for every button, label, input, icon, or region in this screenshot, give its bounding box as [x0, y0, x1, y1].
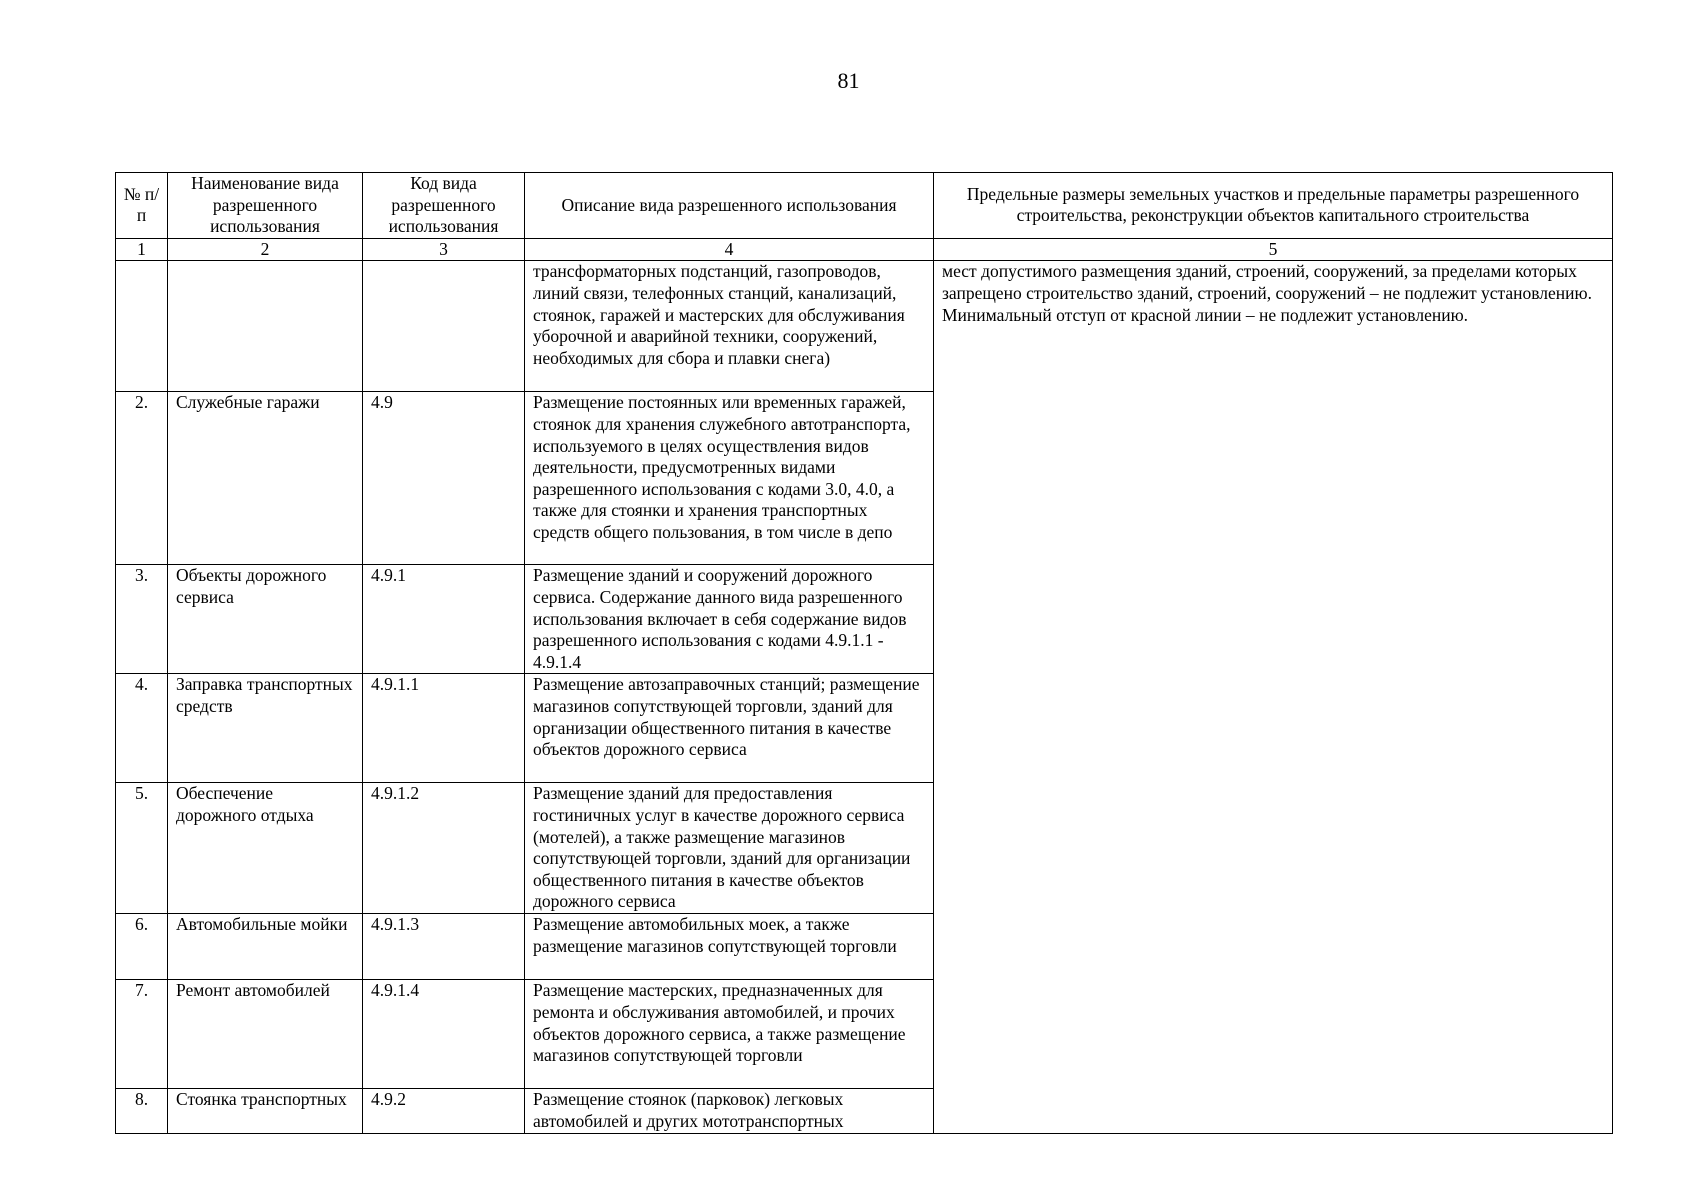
use-name — [168, 261, 363, 392]
use-code: 4.9.2 — [363, 1089, 525, 1133]
use-name: Автомобильные мойки — [168, 914, 363, 980]
row-number: 8. — [116, 1089, 168, 1133]
use-description: Размещение автомобильных моек, а также размещение магазинов сопутствующей торговли — [525, 914, 934, 980]
header-code: Код вида разрешенного использования — [363, 173, 525, 239]
table-header-row — [116, 173, 1613, 239]
row-number: 2. — [116, 392, 168, 565]
row-number: 4. — [116, 674, 168, 783]
use-description: Размещение постоянных или временных гаражей, стоянок для хранения служебного автотранспорта, используемого в целях осуществления видов деятельности, предусмотренных видами разрешенного использования с кодами 3.0, 4.0, а также для стоянки и хранения транспортных средств общего пользования, в том числе в депо — [525, 392, 934, 565]
use-name: Стоянка транспортных — [168, 1089, 363, 1133]
use-description: Размещение мастерских, предназначенных для ремонта и обслуживания автомобилей, и прочих объектов дорожного сервиса, а также размещение магазинов сопутствующей торговли — [525, 980, 934, 1089]
use-code: 4.9.1.3 — [363, 914, 525, 980]
use-name: Ремонт автомобилей — [168, 980, 363, 1089]
column-number-row — [116, 238, 1613, 261]
use-name: Заправка транспортных средств — [168, 674, 363, 783]
header-name: Наименование вида разрешенного использования — [168, 173, 363, 239]
column-number: 4 — [525, 238, 934, 261]
limits-cell — [934, 261, 1613, 1133]
column-number: 3 — [363, 238, 525, 261]
row-number — [116, 261, 168, 392]
column-number: 1 — [116, 238, 168, 261]
use-description: Размещение автозаправочных станций; размещение магазинов сопутствующей торговли, зданий для организации общественного питания в качестве объектов дорожного сервиса — [525, 674, 934, 783]
use-code: 4.9.1.4 — [363, 980, 525, 1089]
use-code: 4.9.1.1 — [363, 674, 525, 783]
use-description: Размещение зданий для предоставления гостиничных услуг в качестве дорожного сервиса (мотелей), а также размещение магазинов сопутствующей торговли, зданий для организации общественного питания в качестве объектов дорожного сервиса — [525, 783, 934, 914]
use-name: Служебные гаражи — [168, 392, 363, 565]
header-limits: Предельные размеры земельных участков и предельные параметры разрешенного строительства, реконструкции объектов капитального строительства — [934, 173, 1613, 239]
row-number: 6. — [116, 914, 168, 980]
header-description: Описание вида разрешенного использования — [525, 173, 934, 239]
use-code: 4.9.1.2 — [363, 783, 525, 914]
header-no: № п/п — [116, 173, 168, 239]
page-number: 81 — [837, 68, 860, 93]
use-description: Размещение стоянок (парковок) легковых автомобилей и других мототранспортных — [525, 1089, 934, 1133]
table-row — [116, 261, 1613, 392]
column-number: 2 — [168, 238, 363, 261]
use-description: трансформаторных подстанций, газопроводов, линий связи, телефонных станций, канализаций, стоянок, гаражей и мастерских для обслуживания уборочной и аварийной техники, сооружений, необходимых для сбора и плавки снега) — [525, 261, 934, 392]
column-number: 5 — [934, 238, 1613, 261]
use-code: 4.9 — [363, 392, 525, 565]
limits-text: Минимальный отступ от красной линии – не подлежит установлению. — [942, 304, 1469, 325]
use-code: 4.9.1 — [363, 565, 525, 674]
use-description: Размещение зданий и сооружений дорожного сервиса. Содержание данного вида разрешенного использования включает в себя содержание видов разрешенного использования с кодами 4.9.1.1 - 4.9.1.4 — [525, 565, 934, 674]
use-name: Обеспечение дорожного отдыха — [168, 783, 363, 914]
use-code — [363, 261, 525, 392]
row-number: 3. — [116, 565, 168, 674]
use-name: Объекты дорожного сервиса — [168, 565, 363, 674]
row-number: 5. — [116, 783, 168, 914]
land-use-table — [115, 172, 1613, 1134]
limits-text: мест допустимого размещения зданий, строений, сооружений, за пределами которых запрещено строительство зданий, строений, сооружений – не подлежит установлению. — [942, 261, 1592, 303]
row-number: 7. — [116, 980, 168, 1089]
